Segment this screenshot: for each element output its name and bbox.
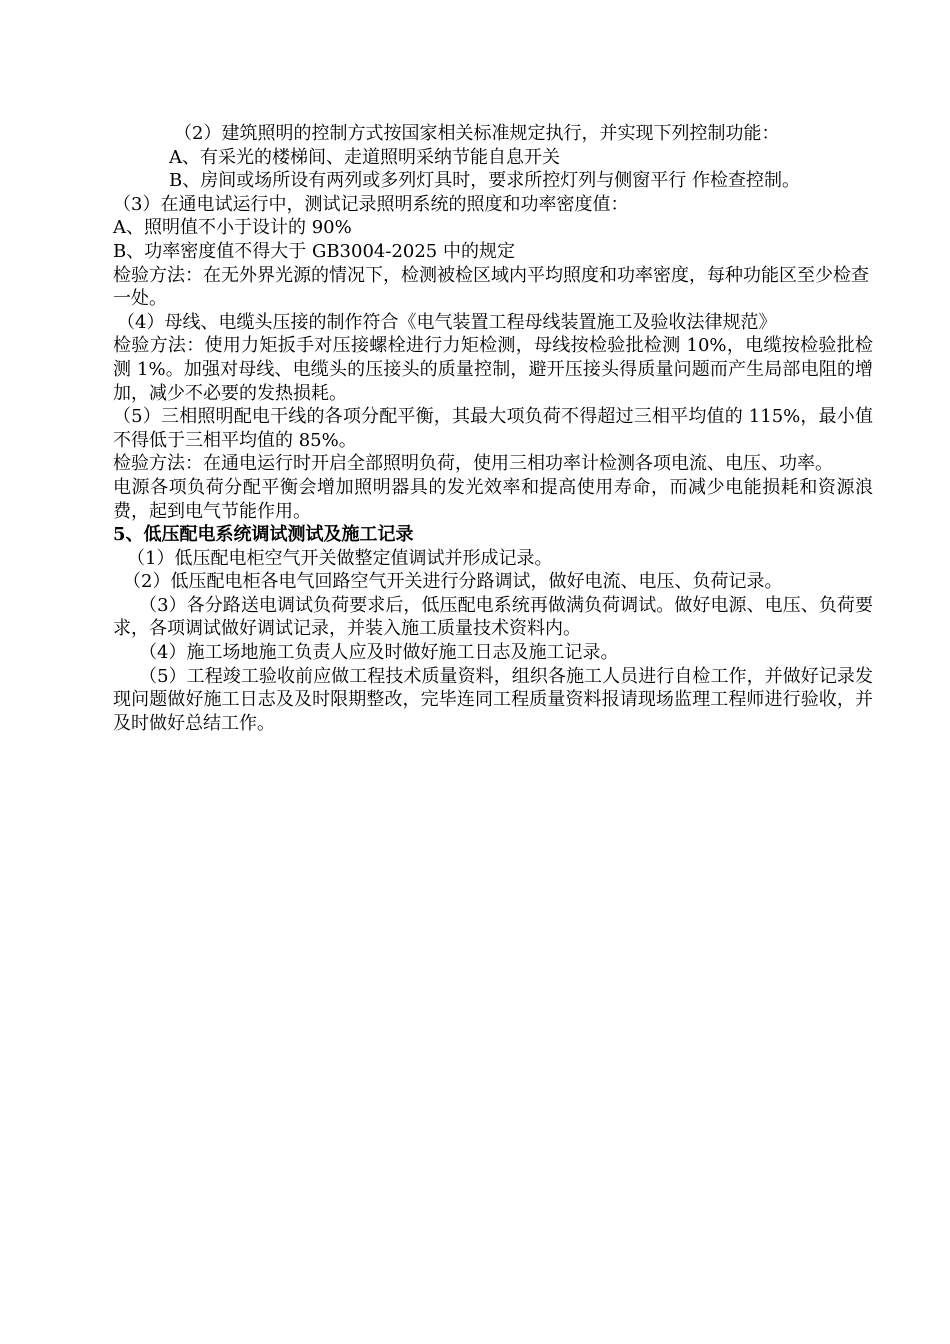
paragraph-lv-step-1: （1）低压配电柜空气开关做整定值调试并形成记录。: [127, 547, 553, 569]
paragraph-inspection-method-torque: 检验方法：使用力矩扳手对压接螺栓进行力矩检测，母线按检验批检测 10%，电缆按检验批检测 1%。加强对母线、电缆头的压接头的质量控制，避开压接头得质量问题而产生局部电阻的增加，减少不必要的发热损耗。: [113, 335, 873, 404]
paragraph-lv-step-3: （3）各分路送电调试负荷要求后，低压配电系统再做满负荷调试。做好电源、电压、负荷要求，各项调试做好调试记录，并装入施工质量技术资料内。: [113, 594, 873, 640]
paragraph-lighting-control: （2）建筑照明的控制方式按国家相关标准规定执行，并实现下列控制功能：: [174, 123, 780, 144]
section-heading-low-voltage: 5、低压配电系统调试测试及施工记录: [113, 524, 414, 546]
paragraph-lv-step-5: （5）工程竣工验收前应做工程技术质量资料，组织各施工人员进行自检工作，并做好记录发现问题做好施工日志及及时限期整改，完毕连同工程质量资料报请现场监理工程师进行验收，并及时做好总结工作。: [113, 665, 873, 734]
paragraph-item-a-stair-switch: A、有采光的楼梯间、走道照明采纳节能自息开关: [169, 146, 560, 168]
paragraph-item-b-power-density: B、功率密度值不得大于 GB3004-2025 中的规定: [113, 240, 515, 262]
paragraph-inspection-method-power-meter: 检验方法：在通电运行时开启全部照明负荷，使用三相功率计检测各项电流、电压、功率。: [113, 453, 833, 475]
paragraph-busbar-cable-crimping: （4）母线、电缆头压接的制作符合《电气装置工程母线装置施工及验收法律规范》: [117, 311, 777, 333]
paragraph-load-balance-benefit: 电源各项负荷分配平衡会增加照明器具的发光效率和提高使用寿命，而减少电能损耗和资源浪费，起到电气节能作用。: [113, 476, 873, 522]
document-body: [113, 122, 873, 735]
paragraph-lv-step-4: （4）施工场地施工负责人应及时做好施工日志及施工记录。: [139, 642, 619, 664]
paragraph-item-a-illuminance: A、照明值不小于设计的 90%: [113, 217, 352, 239]
paragraph-trial-run-test: （3）在通电试运行中，测试记录照明系统的照度和功率密度值：: [113, 193, 629, 215]
paragraph-lv-step-2: （2）低压配电柜各电气回路空气开关进行分路调试，做好电流、电压、负荷记录。: [123, 571, 783, 593]
paragraph-item-b-lamp-rows: B、房间或场所设有两列或多列灯具时，要求所控灯列与侧窗平行 作检查控制。: [169, 170, 800, 192]
paragraph-three-phase-balance: （5）三相照明配电干线的各项分配平衡，其最大项负荷不得超过三相平均值的 115%，最小值不得低于三相平均值的 85%。: [113, 406, 873, 451]
paragraph-inspection-method-illuminance: 检验方法：在无外界光源的情况下，检测被检区域内平均照度和功率密度，每种功能区至少检查一处。: [113, 264, 869, 310]
